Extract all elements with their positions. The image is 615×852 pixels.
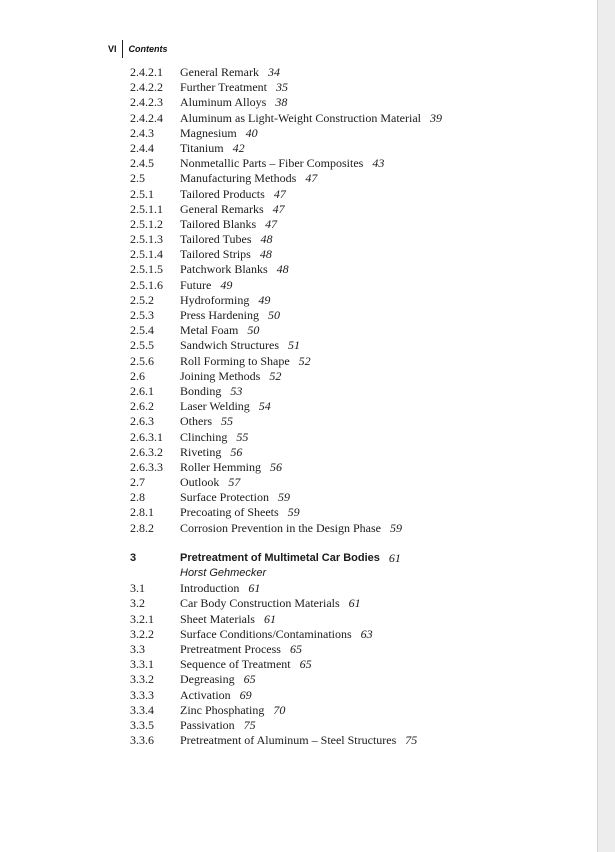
entry-title: Car Body Construction Materials [180,596,340,611]
toc-entry[interactable] [130,688,570,703]
toc-entry[interactable] [130,202,570,217]
toc-entry[interactable] [130,505,570,520]
entry-number: 3.3.3 [130,687,154,702]
entry-number: 2.6.3 [130,414,154,429]
entry-title: Tailored Products [180,186,265,201]
entry-page: 75 [243,717,256,732]
entry-number: 2.6.2 [130,399,154,414]
entry-title: Precoating of Sheets [180,505,279,520]
entry-number: 3.3 [130,641,145,656]
entry-page: 61 [263,611,276,626]
entry-page: 48 [276,262,289,277]
toc-entry[interactable] [130,187,570,202]
entry-page: 47 [273,186,286,201]
toc-entry[interactable] [130,111,570,126]
entry-title: Corrosion Prevention in the Design Phase [180,520,381,535]
toc-entry[interactable] [130,733,570,748]
entry-page: 34 [267,65,280,79]
entry-number: 3.3.4 [130,702,154,717]
entry-page: 56 [270,459,282,474]
entry-number: 3.1 [130,581,145,596]
chapter-author-row [130,566,570,581]
toc-chapter-heading[interactable] [130,551,570,566]
entry-title: Further Treatment [180,80,267,95]
entry-number: 2.5.1.5 [130,262,163,277]
entry-page: 47 [272,201,285,216]
entry-number: 2.5.3 [130,308,154,322]
entry-title: Pretreatment Process [180,641,281,656]
entry-number: 2.5.5 [130,338,154,353]
chapter-title: Pretreatment of Multimetal Car Bodies [180,551,380,564]
entry-title: Degreasing [180,672,235,687]
entry-number: 2.5.1.4 [130,247,163,262]
toc-entry[interactable] [130,475,570,490]
toc-section-2-continued [130,65,570,536]
entry-number: 2.6.1 [130,383,154,398]
toc-entry[interactable] [130,445,570,460]
entry-page: 50 [267,308,280,322]
entry-title: Passivation [180,717,235,732]
toc-entry[interactable] [130,399,570,414]
entry-page: 59 [277,490,290,505]
entry-title: Riveting [180,444,222,459]
entry-page: 42 [232,140,245,155]
page-number: VI [108,44,117,54]
entry-number: 2.4.5 [130,156,154,171]
entry-number: 2.8.2 [130,520,154,535]
entry-title: Tailored Blanks [180,216,257,231]
entry-page: 35 [276,80,288,95]
entry-page: 63 [360,626,373,641]
entry-title: General Remarks [180,201,264,216]
entry-number: 3.3.1 [130,657,154,672]
entry-page: 50 [247,323,260,338]
entry-page: 40 [245,125,258,140]
toc-entry[interactable] [130,657,570,672]
entry-number: 2.6 [130,368,145,383]
entry-number: 2.8.1 [130,505,154,520]
toc-entry[interactable] [130,308,570,323]
toc-entry[interactable] [130,642,570,657]
entry-page: 55 [236,429,249,444]
entry-page: 49 [258,292,271,307]
entry-number: 2.4.2.3 [130,95,163,110]
entry-number: 2.6.3.3 [130,459,163,474]
entry-number: 2.6.3.2 [130,444,163,459]
entry-page: 75 [405,733,418,748]
entry-title: Roll Forming to Shape [180,353,290,368]
entry-page: 65 [289,641,302,656]
page-header [108,40,168,58]
toc-entry[interactable] [130,232,570,247]
entry-page: 57 [228,475,241,490]
chapter-author: Horst Gehmecker [180,567,267,579]
toc-entry[interactable] [130,354,570,369]
entry-page: 51 [287,338,300,353]
entry-number: 3.3.5 [130,717,154,732]
toc-entry[interactable] [130,384,570,399]
entry-page: 47 [265,216,278,231]
toc-entry[interactable] [130,596,570,611]
entry-title: Sheet Materials [180,611,255,626]
entry-page: 59 [389,520,402,535]
entry-title: Introduction [180,581,240,596]
toc-entry[interactable] [130,718,570,733]
entry-title: Surface Protection [180,490,269,505]
chapter-page: 61 [388,550,401,565]
entry-number: 2.4.3 [130,125,154,140]
entry-title: Zinc Phosphating [180,702,265,717]
toc-entry[interactable] [130,80,570,95]
entry-page: 52 [298,353,311,368]
running-head: Contents [128,44,168,54]
entry-title: Clinching [180,429,228,444]
entry-title: Patchwork Blanks [180,262,268,277]
toc-entry[interactable] [130,338,570,353]
entry-number: 2.4.2.1 [130,65,163,79]
toc-entry[interactable] [130,627,570,642]
entry-title: Nonmetallic Parts – Fiber Composites [180,156,364,171]
entry-title: Surface Conditions/Contaminations [180,626,352,641]
section-gap [130,536,570,551]
entry-page: 49 [220,277,233,292]
entry-number: 2.8 [130,490,145,505]
entry-number: 3.2.1 [130,611,154,626]
entry-title: Manufacturing Methods [180,171,297,186]
toc-entry[interactable] [130,672,570,687]
entry-title: Sequence of Treatment [180,657,291,672]
toc-entry[interactable] [130,369,570,384]
toc-entry[interactable] [130,95,570,110]
entry-title: Titanium [180,140,224,155]
entry-number: 2.7 [130,475,145,490]
entry-title: Aluminum as Light-Weight Construction Material [180,110,421,125]
entry-page: 65 [299,657,312,672]
toc-entry[interactable] [130,262,570,277]
entry-number: 3.2 [130,596,145,611]
toc-entry[interactable] [130,141,570,156]
entry-title: Bonding [180,383,222,398]
entry-number: 3.3.2 [130,672,154,687]
header-divider [122,40,123,58]
toc-entry[interactable] [130,430,570,445]
entry-number: 2.5.1.3 [130,232,163,247]
toc-entry[interactable] [130,323,570,338]
chapter-number: 3 [130,551,137,564]
entry-page: 70 [273,702,286,717]
entry-number: 2.5.6 [130,353,154,368]
toc-entry[interactable] [130,581,570,596]
entry-page: 59 [287,505,300,520]
toc-entry[interactable] [130,126,570,141]
entry-page: 65 [243,672,256,687]
toc-entry[interactable] [130,703,570,718]
toc-entry[interactable] [130,293,570,308]
entry-title: Roller Hemming [180,459,261,474]
table-of-contents [130,65,570,748]
entry-number: 3.3.6 [130,733,154,748]
entry-number: 2.5.1 [130,186,154,201]
toc-entry[interactable] [130,414,570,429]
entry-number: 2.4.2.2 [130,80,163,95]
entry-title: Tailored Tubes [180,232,252,247]
entry-page: 48 [260,232,273,247]
entry-title: Pretreatment of Aluminum – Steel Structures [180,733,397,748]
author-spacer [130,566,180,581]
entry-title: Sandwich Structures [180,338,279,353]
entry-title: Metal Foam [180,323,239,338]
entry-title: General Remark [180,65,259,79]
entry-page: 43 [372,156,385,171]
entry-title: Others [180,414,212,429]
entry-number: 2.5.4 [130,323,154,338]
entry-title: Laser Welding [180,399,250,414]
entry-title: Activation [180,687,231,702]
toc-entry[interactable] [130,460,570,475]
entry-title: Hydroforming [180,292,250,307]
toc-entry[interactable] [130,171,570,186]
entry-number: 2.6.3.1 [130,429,163,444]
entry-page: 53 [230,383,243,398]
toc-entry[interactable] [130,521,570,536]
toc-entry[interactable] [130,278,570,293]
toc-entry[interactable] [130,247,570,262]
entry-page: 54 [258,399,271,414]
entry-number: 3.2.2 [130,626,154,641]
toc-entry[interactable] [130,156,570,171]
entry-page: 61 [248,581,261,596]
entry-title: Tailored Strips [180,247,251,262]
toc-entry[interactable] [130,217,570,232]
toc-entry[interactable] [130,65,570,80]
entry-page: 52 [269,368,282,383]
entry-page: 69 [239,687,252,702]
entry-number: 2.4.2.4 [130,110,163,125]
toc-entry[interactable] [130,612,570,627]
entry-page: 55 [221,414,233,429]
entry-number: 2.5 [130,171,145,186]
entry-title: Outlook [180,475,220,490]
entry-title: Magnesium [180,125,237,140]
entry-page: 47 [305,171,318,186]
entry-page: 38 [275,95,288,110]
entry-page: 39 [430,110,442,125]
entry-number: 2.5.1.1 [130,201,163,216]
entry-page: 48 [259,247,272,262]
toc-entry[interactable] [130,490,570,505]
toc-section-3 [130,581,570,748]
entry-number: 2.5.1.6 [130,277,163,292]
entry-page: 56 [230,444,243,459]
entry-page: 61 [348,596,361,611]
entry-number: 2.5.2 [130,292,154,307]
entry-title: Future [180,277,212,292]
entry-title: Aluminum Alloys [180,95,267,110]
entry-title: Joining Methods [180,368,261,383]
entry-number: 2.4.4 [130,140,154,155]
entry-title: Press Hardening [180,308,259,322]
entry-number: 2.5.1.2 [130,216,163,231]
